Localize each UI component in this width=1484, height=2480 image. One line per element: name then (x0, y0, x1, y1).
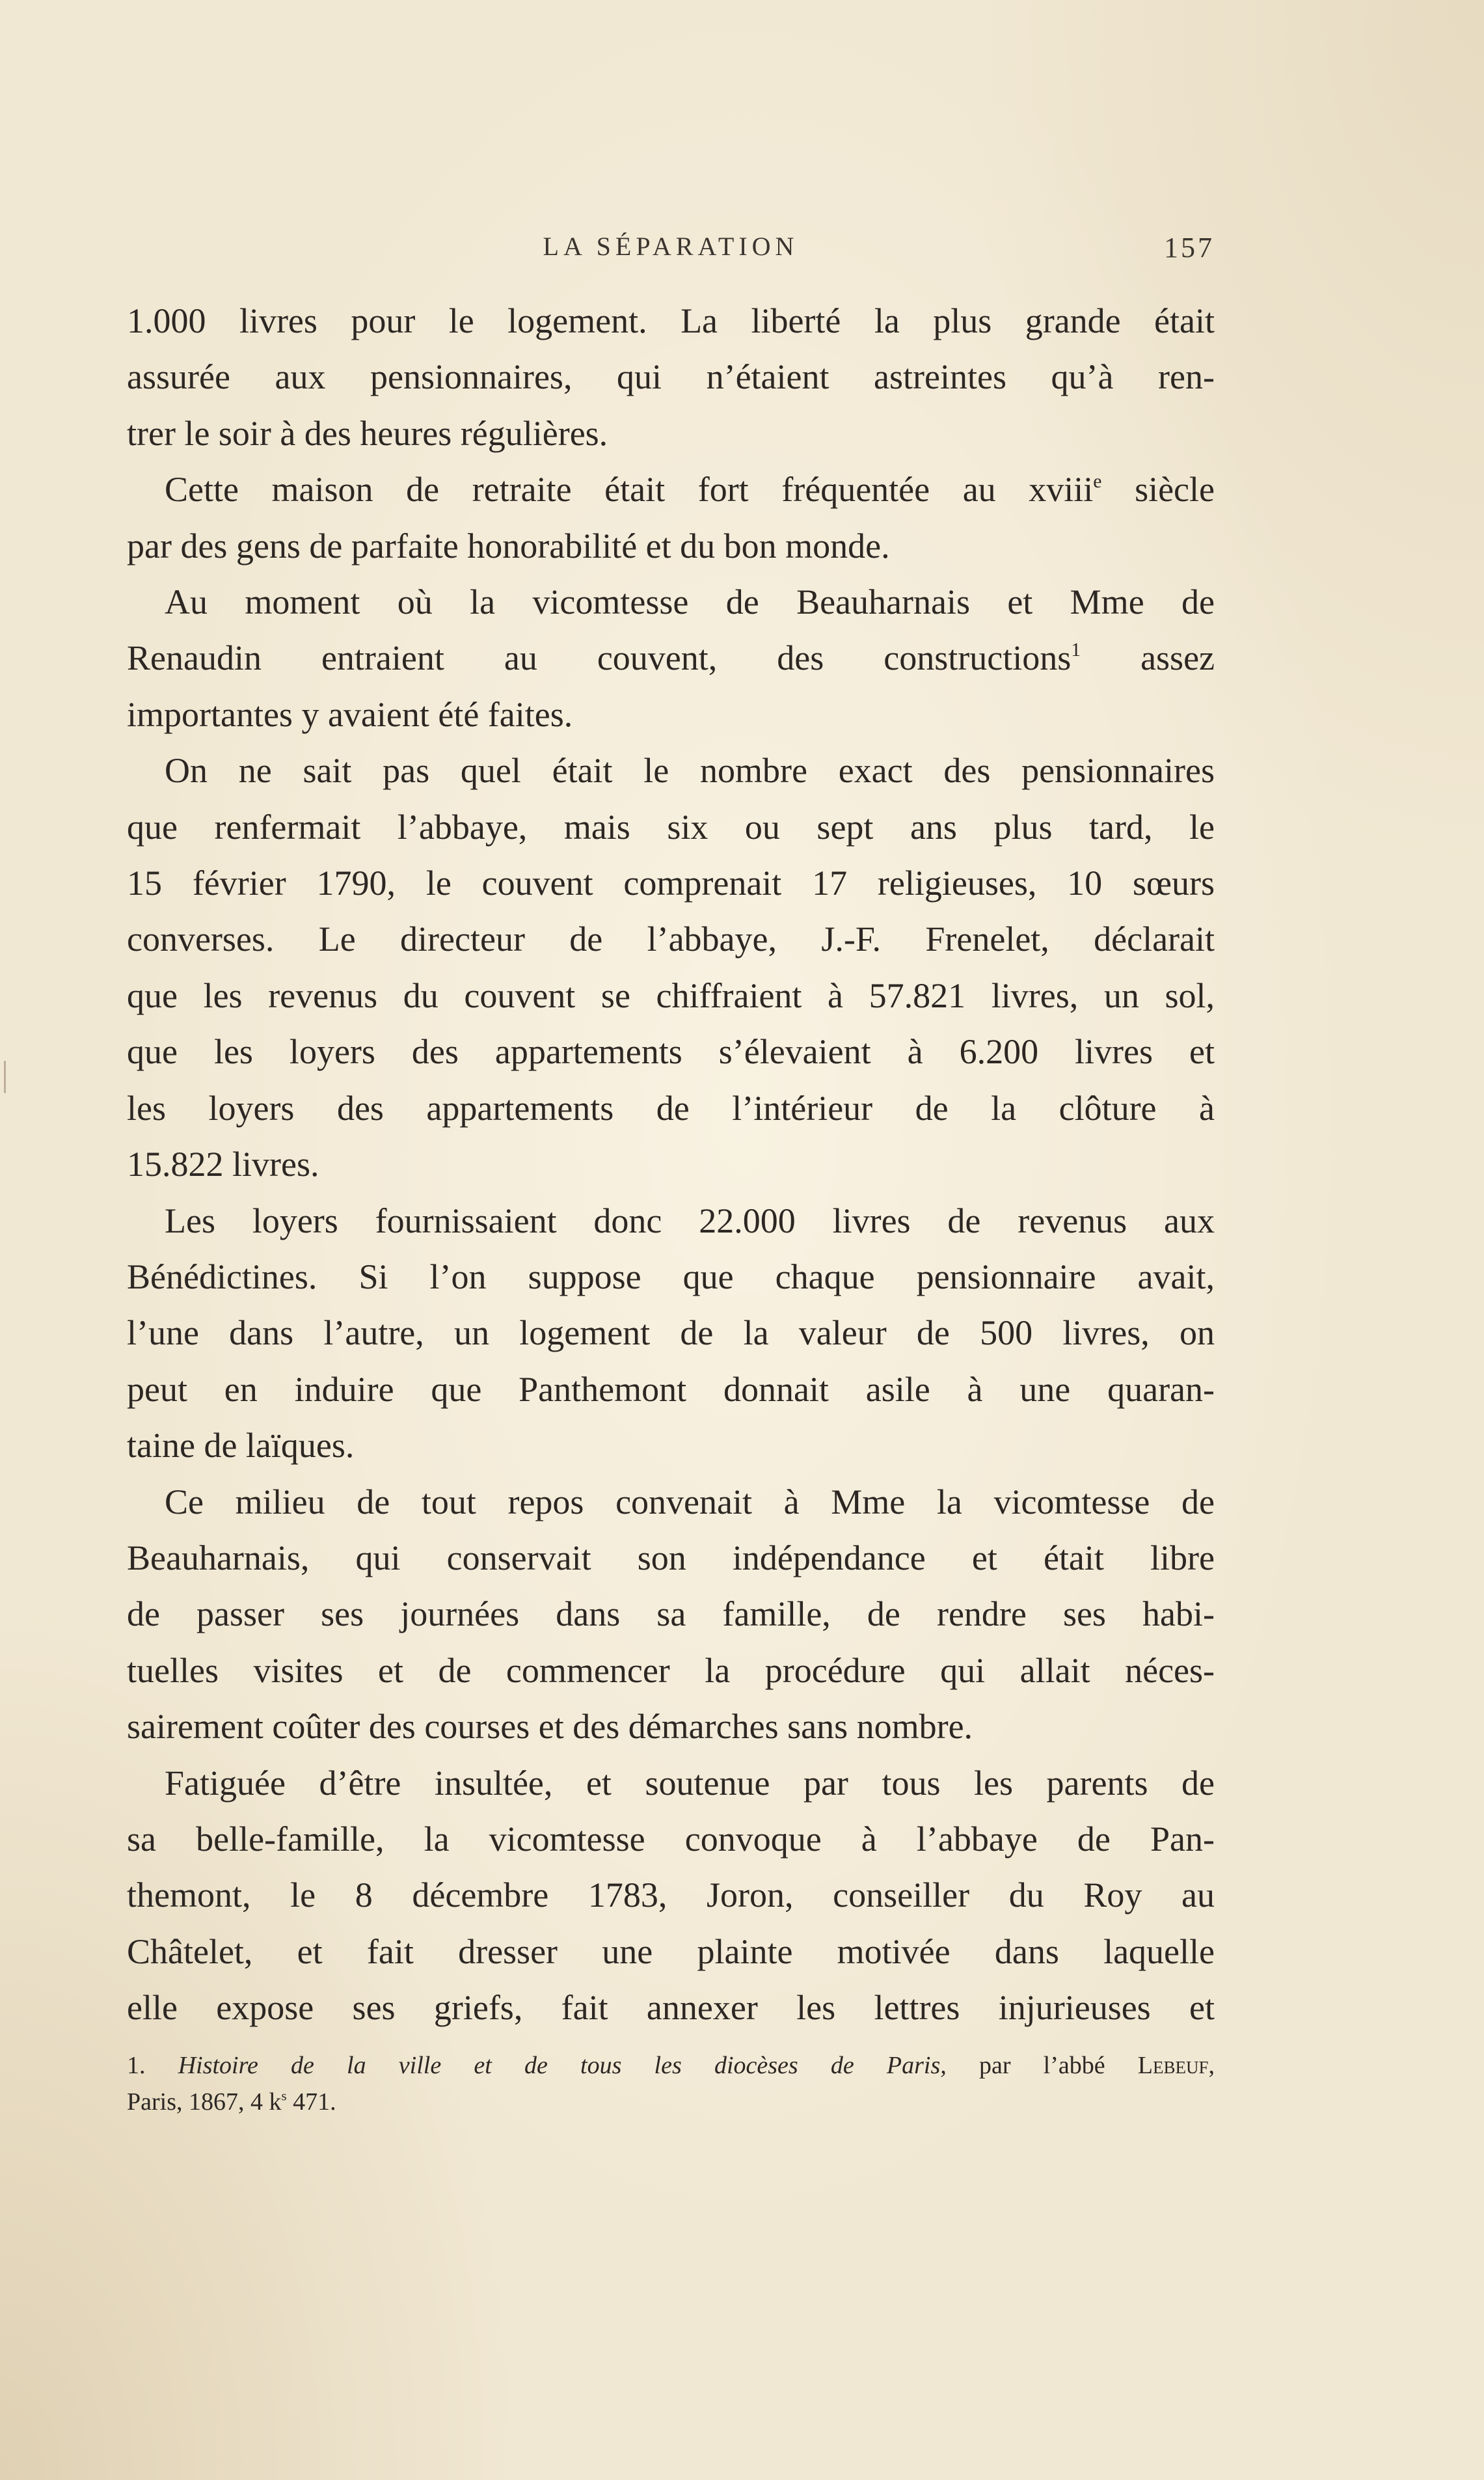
text-segment: siècle (1135, 470, 1215, 510)
text-segment: assez (1140, 638, 1215, 678)
text-line: peut en induire que Panthemont donnait asile à une quaran- (127, 1369, 1215, 1409)
footnote-continuation (127, 2084, 1215, 2120)
text-line: 15.822 livres. (127, 1145, 319, 1184)
superscript: e (1093, 471, 1102, 493)
footnote-title: Histoire de la ville et de tous les diocèses de Paris, (178, 2052, 947, 2079)
footnote-details-superscript: s (281, 2088, 287, 2104)
text-segment: Cette maison de retraite était fort fréquentée au xviii (165, 470, 1094, 510)
text-line: 15 février 1790, le couvent comprenait 17 religieuses, 10 sœurs (127, 864, 1215, 903)
text-line: par des gens de parfaite honorabilité et du bon monde. (127, 526, 890, 565)
footnote (127, 2047, 1215, 2084)
text-line: sairement coûter des courses et des démarches sans nombre. (127, 1707, 973, 1747)
text-line: que renfermait l’abbaye, mais six ou sept ans plus tard, le (127, 807, 1215, 847)
text-line: l’une dans l’autre, un logement de la valeur de 500 livres, on (127, 1313, 1215, 1353)
text-line: sa belle-famille, la vicomtesse convoque à l’abbaye de Pan- (127, 1819, 1215, 1859)
text-line: tuelles visites et de commencer la procédure qui allait néces- (127, 1650, 1215, 1690)
text-line: Les loyers fournissaient donc 22.000 livres de revenus aux (165, 1201, 1215, 1240)
footnote-details: Paris, 1867, 4 k (127, 2088, 282, 2116)
text-line: On ne sait pas quel était le nombre exact des pensionnaires (165, 751, 1215, 791)
text-line: Au moment où la vicomtesse de Beauharnais et Mme de (165, 582, 1215, 622)
text-line: converses. Le directeur de l’abbaye, J.-F. Frenelet, déclarait (127, 920, 1215, 959)
ink-smudge (4, 1061, 6, 1093)
page-number: 157 (1164, 232, 1215, 264)
text-line: les loyers des appartements de l’intérieur de la clôture à (127, 1088, 1215, 1128)
text-line: que les loyers des appartements s’élevaient à 6.200 livres et (127, 1032, 1215, 1072)
footnote-reference: 1 (1071, 640, 1081, 661)
text-line: Châtelet, et fait dresser une plainte motivée dans laquelle (127, 1931, 1215, 1971)
text-line (127, 461, 1215, 517)
footnote-by: par l’abbé (978, 2052, 1105, 2079)
text-segment: Renaudin entraient au couvent, des constructions (127, 638, 1072, 678)
text-line: taine de laïques. (127, 1426, 355, 1465)
text-line: trer le soir à des heures régulières. (127, 413, 608, 453)
body-text (127, 293, 1215, 2036)
running-title: LA SÉPARATION (543, 232, 799, 261)
text-line: Ce milieu de tout repos convenait à Mme la vicomtesse de (165, 1482, 1215, 1521)
text-line: 1.000 livres pour le logement. La liberté la plus grande était (127, 301, 1215, 340)
text-line: Fatiguée d’être insultée, et soutenue par tous les parents de (165, 1763, 1215, 1803)
text-line: de passer ses journées dans sa famille, de rendre ses habi- (127, 1594, 1215, 1634)
text-line: Beauharnais, qui conservait son indépendance et était libre (127, 1538, 1215, 1577)
text-line: elle expose ses griefs, fait annexer les lettres injurieuses et (127, 1988, 1215, 2028)
text-line (127, 630, 1215, 686)
footnotes (127, 2047, 1215, 2120)
text-line: Bénédictines. Si l’on suppose que chaque pensionnaire avait, (127, 1257, 1215, 1296)
footnote-author: Lebeuf, (1137, 2052, 1215, 2079)
text-line: que les revenus du couvent se chiffraient à 57.821 livres, un sol, (127, 975, 1215, 1015)
text-line: themont, le 8 décembre 1783, Joron, conseiller du Roy au (127, 1875, 1215, 1915)
text-line: importantes y avaient été faites. (127, 694, 573, 734)
footnote-marker: 1. (127, 2052, 146, 2079)
text-line: assurée aux pensionnaires, qui n’étaient astreintes qu’à ren- (127, 357, 1215, 397)
running-header (127, 231, 1215, 270)
footnote-details-end: 471. (286, 2088, 336, 2116)
